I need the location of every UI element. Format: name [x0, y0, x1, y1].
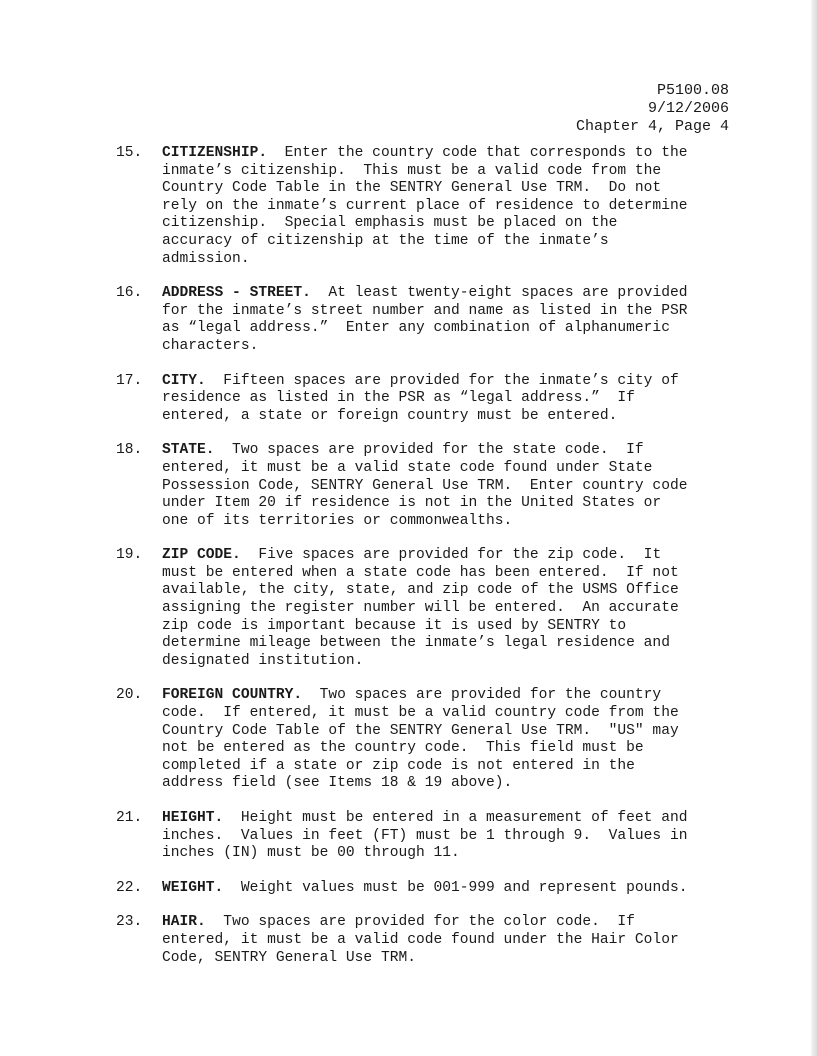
- item-line: must be entered when a state code has been entered. If not: [162, 564, 679, 581]
- item-body: [162, 914, 716, 967]
- item-number: 22.: [116, 879, 143, 896]
- item-line: not be entered as the country code. This field must be: [162, 740, 644, 757]
- item-line: under Item 20 if residence is not in the United States or: [162, 495, 662, 512]
- item-number: 16.: [116, 285, 143, 302]
- item-line: Five spaces are provided for the zip code. It: [240, 547, 662, 564]
- item-line: characters.: [162, 337, 259, 354]
- item-line: inmate’s citizenship. This must be a valid code from the: [162, 162, 662, 179]
- item-body: [162, 442, 716, 530]
- item-number: 19.: [116, 547, 143, 564]
- item-line: Enter the country code that corresponds to the: [267, 145, 688, 161]
- item-number: 15.: [116, 145, 143, 161]
- item-line: Code, SENTRY General Use TRM.: [162, 949, 416, 966]
- item-title: ADDRESS - STREET.: [162, 285, 311, 302]
- chapter-page: Chapter 4, Page 4: [575, 118, 729, 135]
- scan-edge: [811, 0, 817, 1056]
- item-line: entered, it must be a valid state code found under State: [162, 459, 653, 476]
- item-line: admission.: [162, 250, 250, 267]
- item-line: completed if a state or zip code is not entered in the: [162, 757, 635, 774]
- item-title: FOREIGN COUNTRY.: [162, 687, 303, 704]
- item-line: Height must be entered in a measurement of feet and: [223, 810, 688, 826]
- item-line: inches (IN) must be 00 through 11.: [162, 845, 460, 862]
- item-title: HEIGHT.: [162, 810, 224, 826]
- list-item: [116, 547, 716, 670]
- item-line: entered, it must be a valid code found under the Hair Color: [162, 931, 679, 948]
- item-line: determine mileage between the inmate’s legal residence and: [162, 635, 670, 652]
- item-list: [116, 145, 716, 967]
- doc-date: 9/12/2006: [647, 100, 729, 117]
- list-item: [116, 145, 716, 268]
- item-body: [162, 285, 716, 355]
- list-item: [116, 687, 716, 793]
- item-body: [162, 145, 716, 268]
- item-line: Fifteen spaces are provided for the inmate’s city of: [205, 372, 679, 389]
- item-line: designated institution.: [162, 652, 364, 669]
- page-header: [576, 82, 729, 136]
- item-line: address field (see Items 18 & 19 above).: [162, 775, 513, 792]
- item-body: [162, 373, 716, 426]
- list-item: [116, 285, 716, 355]
- item-line: Country Code Table in the SENTRY General Use TRM. Do not: [162, 180, 662, 197]
- item-number: 17.: [116, 372, 143, 389]
- item-line: zip code is important because it is used by SENTRY to: [162, 617, 627, 634]
- item-title: STATE.: [162, 442, 215, 459]
- item-line: rely on the inmate’s current place of residence to determine: [162, 197, 688, 214]
- item-line: code. If entered, it must be a valid country code from the: [162, 705, 679, 722]
- item-line: Two spaces are provided for the color code. If: [205, 914, 635, 931]
- item-line: as “legal address.” Enter any combination of alphanumeric: [162, 320, 670, 337]
- item-line: one of its territories or commonwealths.: [162, 512, 513, 529]
- item-number: 20.: [116, 687, 143, 704]
- item-title: CITIZENSHIP.: [162, 145, 268, 161]
- item-body: [162, 880, 716, 898]
- list-item: [116, 442, 716, 530]
- item-line: citizenship. Special emphasis must be placed on the: [162, 215, 618, 232]
- list-item: [116, 880, 716, 898]
- item-title: ZIP CODE.: [162, 547, 241, 564]
- item-number: 18.: [116, 442, 143, 459]
- item-body: [162, 810, 716, 863]
- item-body: [162, 687, 716, 793]
- list-item: [116, 810, 716, 863]
- item-title: HAIR.: [162, 914, 206, 931]
- item-title: WEIGHT.: [162, 879, 224, 896]
- item-line: accuracy of citizenship at the time of the inmate’s: [162, 232, 609, 249]
- item-number: 21.: [116, 810, 143, 826]
- item-line: Two spaces are provided for the country: [302, 687, 662, 704]
- doc-number: P5100.08: [656, 82, 729, 99]
- item-line: available, the city, state, and zip code of the USMS Office: [162, 582, 679, 599]
- item-number: 23.: [116, 914, 143, 931]
- item-body: [162, 547, 716, 670]
- item-line: Country Code Table of the SENTRY General Use TRM. "US" may: [162, 722, 679, 739]
- item-line: assigning the register number will be entered. An accurate: [162, 600, 679, 617]
- item-line: At least twenty-eight spaces are provided: [310, 285, 688, 302]
- list-item: [116, 914, 716, 967]
- item-line: residence as listed in the PSR as “legal address.” If: [162, 390, 635, 407]
- item-title: CITY.: [162, 372, 206, 389]
- item-line: for the inmate’s street number and name as listed in the PSR: [162, 302, 688, 319]
- item-line: entered, a state or foreign country must be entered.: [162, 407, 618, 424]
- item-line: Two spaces are provided for the state code. If: [214, 442, 644, 459]
- item-line: Weight values must be 001-999 and represent pounds.: [223, 879, 688, 896]
- item-line: inches. Values in feet (FT) must be 1 through 9. Values in: [162, 827, 688, 844]
- item-line: Possession Code, SENTRY General Use TRM. Enter country code: [162, 477, 688, 494]
- list-item: [116, 373, 716, 426]
